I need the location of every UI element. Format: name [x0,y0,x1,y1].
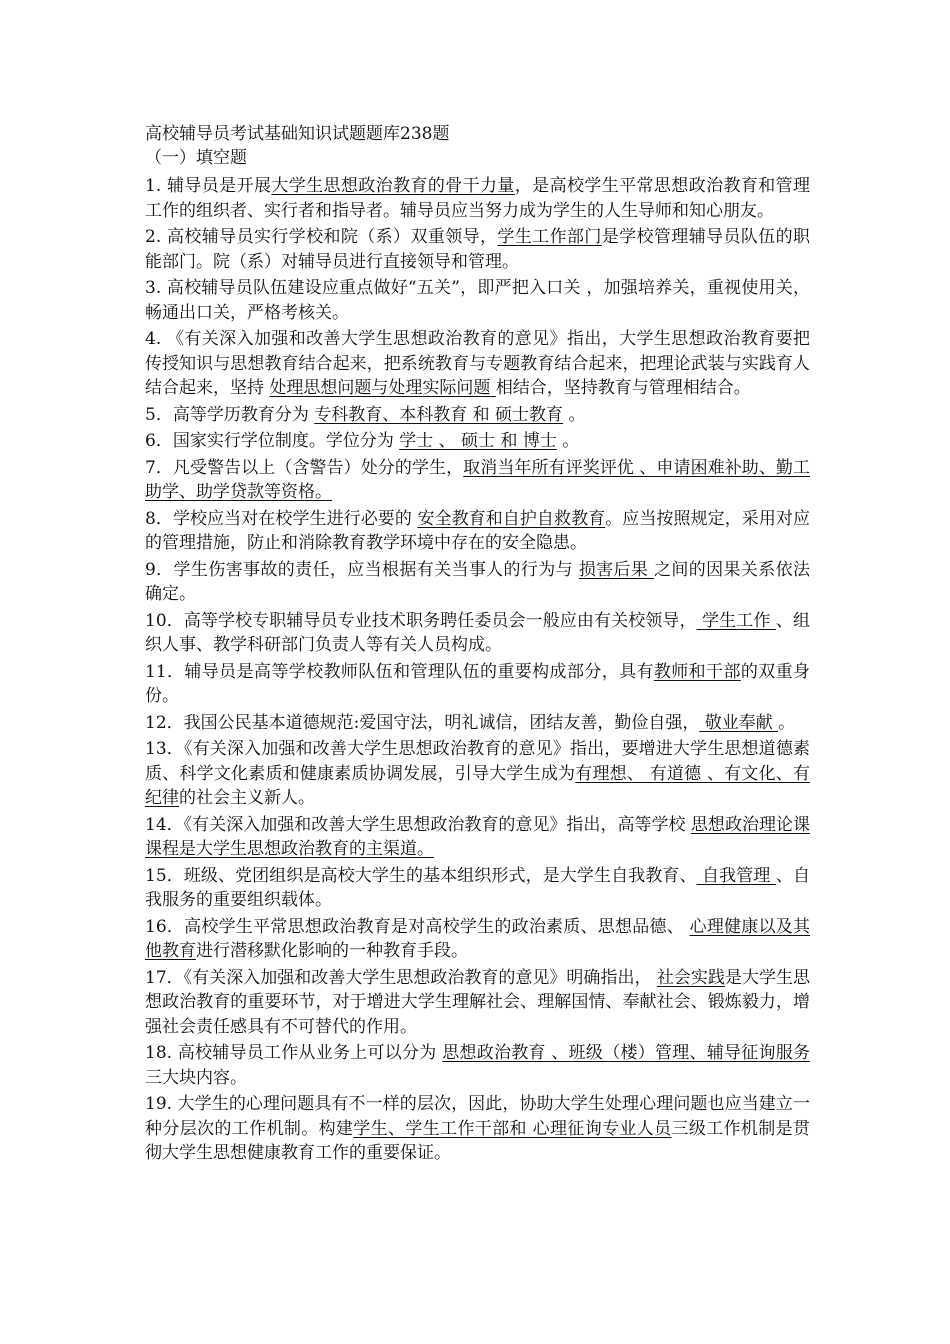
question-item [145,456,810,505]
question-text: 三级工作机制是贯彻大学生思想健康教育工作的重要保证。 [145,1118,811,1163]
question-item [145,737,810,811]
question-item [145,276,810,325]
question-text: 2. 高校辅导员实行学校和院（系）双重领导， [145,227,498,247]
question-item [145,327,810,401]
question-item [145,174,810,223]
question-text: 18. 高校辅导员工作从业务上可以分为 [145,1043,443,1063]
answer-blank: 学生工作 [696,610,776,631]
question-item [145,429,810,454]
document-title: 高校辅导员考试基础知识试题题库238题 [145,124,450,144]
answer-blank: 敬业奉献 [699,712,779,733]
question-text: 是学校管理辅导员队伍的职能部门。院（系）对辅导员进行直接领导和管理。 [145,227,811,272]
answer-blank: 专科教育、本科教育 和 硕士教育 [314,404,564,425]
question-text: 是大学生思想政治教育的重要环节，对于增进大学生理解社会、理解国情、奉献社会、锻炼毅力，增强社会责任感具有不可替代的作用。 [145,967,810,1037]
question-item [145,711,810,736]
question-text: 17．《有关深入加强和改善大学生思想政治教育的意见》明确指出， [145,967,657,988]
question-item [145,507,810,556]
answer-blank: 自我管理 [696,865,776,886]
answer-blank: 学生工作部门 [497,227,602,247]
question-text: 相结合，坚持教育与管理相结合。 [495,378,751,398]
question-text: 7．凡受警告以上（含警告）处分的学生， [145,457,464,478]
question-text: 6．国家实行学位制度。学位分为 [145,431,400,451]
answer-blank: 有理想、 有道德 、有文化、有纪律 [145,763,810,808]
question-item [145,609,810,658]
question-text: 。 [563,404,586,425]
question-item [145,813,810,862]
question-text: 12．我国公民基本道德规范:爱国守法，明礼诚信，团结友善，勤俭自强， [145,712,700,733]
question-text: 5．高等学历教育分为 [145,404,315,425]
answer-blank: 思想政治教育 、班级（楼）管理、辅导征询服务 [442,1043,811,1063]
question-item [145,1041,810,1090]
question-text: 8．学校应当对在校学生进行必要的 [145,508,418,529]
question-item [145,966,810,1040]
question-item [145,225,810,274]
answer-blank: 思想政治理论课课程是大学生思想政治教育的主渠道。 [145,814,810,859]
section-heading: （一）填空题 [145,148,247,168]
question-item [145,558,810,607]
answer-blank: 教师和干部 [653,661,741,682]
answer-blank: 损害后果 [578,559,655,580]
question-text: 11．辅导员是高等学校教师队伍和管理队伍的重要构成部分，具有 [145,661,654,682]
question-text: 。 [556,431,580,451]
question-text: 3. 高校辅导员队伍建设应重点做好“五关”，即严把入口关 ，加强培养关，重视使用关，畅通出口关，严格考核关。 [145,278,810,323]
question-text: 15．班级、党团组织是高校大学生的基本组织形式，是大学生自我教育、 [145,865,697,886]
question-text: 进行潜移默化影响的一种教育手段。 [196,941,468,961]
question-text: 、组织人事、教学科研部门负责人等有关人员构成。 [145,610,810,655]
answer-blank: 学士 、 硕士 和 博士 [399,431,557,451]
question-text: 。 [778,712,796,733]
answer-blank: 大学生思想政治教育的骨干力量 [271,176,515,196]
question-text: 。应当按照规定，采用对应的管理措施，防止和消除教育教学环境中存在的安全隐患。 [145,508,810,553]
question-list [145,174,810,1166]
question-item [145,864,810,913]
question-text: 19. 大学生的心理问题具有不一样的层次，因此，协助大学生处理心理问题也应当建立一种分层次的工作机制。构建 [145,1094,810,1139]
answer-blank: 社会实践 [656,967,725,988]
answer-blank: 心理健康以及其他教育 [145,916,810,961]
question-text: ，是高校学生平常思想政治教育和管理工作的组织者、实行者和指导者。辅导员应当努力成为学生的人生导师和知心朋友。 [145,176,811,221]
answer-blank: 学生、学生工作干部和 心理征询专业人员 [353,1118,672,1139]
question-text: 1. 辅导员是开展 [145,176,272,196]
question-item [145,1092,810,1166]
question-text: 10．高等学校专职辅导员专业技术职务聘任委员会一般应由有关校领导， [145,610,697,631]
question-text: 14．《有关深入加强和改善大学生思想政治教育的意见》指出，高等学校 [145,814,691,835]
answer-blank: 取消当年所有评奖评优 、申请困难补助、勤工助学、助学贷款等资格。 [145,457,810,502]
document-page [145,122,810,1168]
answer-blank: 处理思想问题与处理实际问题 [269,378,496,398]
question-text: 、自我服务的重要组织载体。 [145,865,810,910]
question-item [145,915,810,964]
question-text: 的双重身份。 [145,661,811,706]
question-text: 之间的因果关系依法确定。 [145,559,811,604]
question-text: 16．高校学生平常思想政治教育是对高校学生的政治素质、思想品德、 [145,916,690,937]
question-text: 13．《有关深入加强和改善大学生思想政治教育的意见》指出，要增进大学生思想道德素质、科学文化素质和健康素质协调发展，引导大学生成为 [145,739,810,784]
question-text: 三大块内容。 [145,1067,247,1088]
question-item [145,660,810,709]
question-text: 4. 《有关深入加强和改善大学生思想政治教育的意见》指出，大学生思想政治教育要把传授知识与思想教育结合起来，把系统教育与专题教育结合起来，把理论武装与实践育人结合起来，坚持 [145,329,810,398]
answer-blank: 安全教育和自护自救教育 [417,508,606,529]
question-text: 9．学生伤害事故的责任，应当根据有关当事人的行为与 [145,559,579,580]
question-text: 的社会主义新人。 [179,788,315,808]
question-item [145,403,810,428]
